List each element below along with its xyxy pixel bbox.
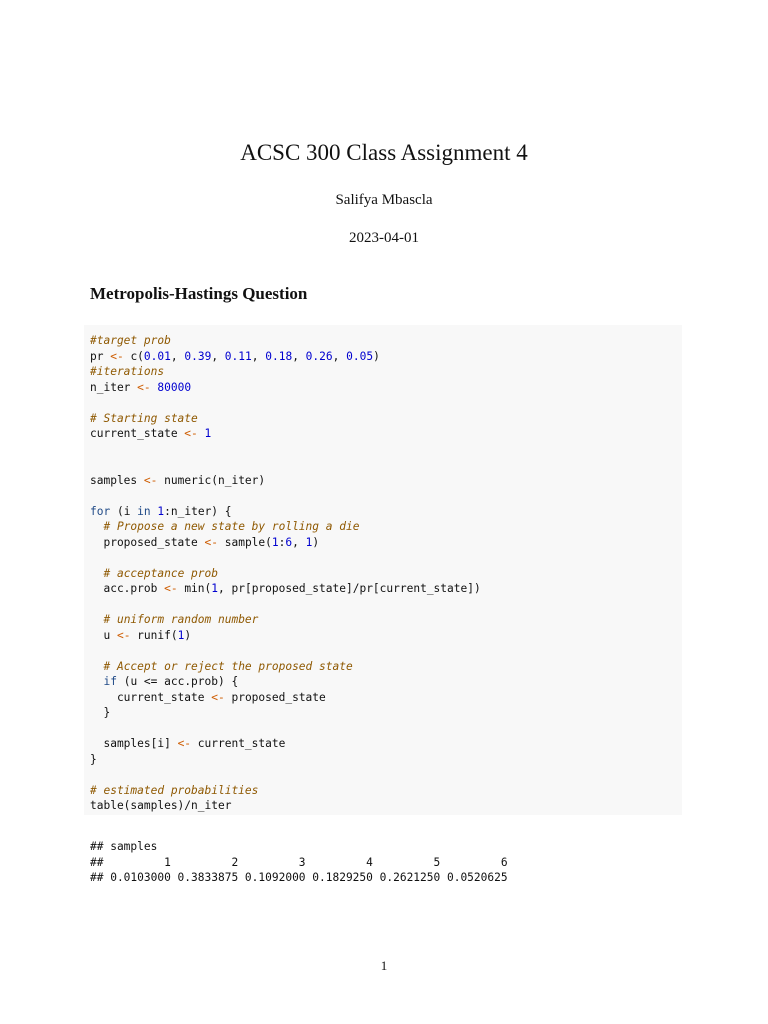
r-code-block [84, 325, 682, 815]
code-line [90, 504, 676, 520]
code-number: 0.18 [265, 349, 293, 363]
code-text: , [292, 535, 306, 549]
section-heading: Metropolis-Hastings Question [90, 284, 308, 303]
code-text: } [90, 706, 111, 719]
code-comment: # uniform random number [103, 613, 259, 626]
code-text: , [211, 349, 225, 363]
author-name: Salifya Mbascla [335, 192, 433, 208]
code-text: current_state [191, 737, 286, 750]
output-line: ## 0.0103000 0.3833875 0.1092000 0.1829250 0.2621250 0.0520625 [90, 871, 508, 884]
code-number: 6 [285, 535, 293, 549]
code-text: , [251, 349, 266, 363]
code-number: 1 [305, 535, 313, 549]
code-line [90, 442, 676, 458]
code-line [90, 349, 676, 365]
code-line [90, 674, 676, 690]
code-comment: # acceptance prob [103, 566, 218, 580]
code-text: (u <= acc.prob) { [116, 675, 239, 688]
code-number: 0.11 [224, 349, 252, 363]
code-line [90, 473, 676, 489]
code-line [90, 659, 676, 675]
code-text: : [278, 535, 286, 549]
code-text: , [170, 349, 185, 363]
code-operator: <- [204, 535, 218, 549]
code-text: acc.prob [90, 582, 165, 595]
code-line [90, 457, 676, 473]
code-comment: # estimated probabilities [90, 783, 259, 797]
code-text: , [292, 349, 306, 363]
code-number: 1 [204, 427, 212, 440]
code-number: 1 [211, 582, 219, 595]
code-line [90, 783, 676, 799]
code-text: , pr[proposed_state]/pr[current_state]) [218, 582, 481, 595]
code-operator: <- [137, 380, 151, 394]
code-operator: <- [177, 737, 192, 750]
code-text: proposed_state [90, 535, 205, 549]
code-text: numeric(n_iter) [157, 473, 266, 487]
code-operator: <- [211, 690, 225, 704]
code-line [90, 566, 676, 582]
code-text: n_iter [90, 380, 138, 394]
code-line [90, 798, 676, 814]
code-keyword: in [137, 504, 151, 518]
code-line [90, 690, 676, 706]
code-text: :n_iter) { [164, 504, 232, 518]
code-text [90, 520, 103, 533]
code-text: runif( [130, 628, 178, 642]
code-text [90, 675, 103, 688]
code-line [90, 643, 676, 659]
code-text: proposed_state [224, 690, 326, 704]
code-line [90, 395, 676, 411]
code-number: 1 [157, 504, 165, 518]
code-line [90, 597, 676, 613]
code-comment: # Propose a new state by rolling a die [103, 520, 360, 533]
code-text: table(samples)/n_iter [90, 799, 232, 812]
code-line [90, 519, 676, 535]
code-text: ) [373, 349, 380, 363]
code-text: c( [123, 349, 144, 363]
code-line [90, 581, 676, 597]
code-line [90, 767, 676, 783]
code-number: 1 [177, 628, 185, 642]
code-text [198, 427, 205, 440]
code-line [90, 488, 676, 504]
code-number: 80000 [157, 380, 192, 394]
code-operator: <- [143, 473, 158, 487]
document-title: ACSC 300 Class Assignment 4 [240, 140, 528, 165]
code-text: } [90, 752, 97, 766]
document-date: 2023-04-01 [349, 230, 419, 246]
code-text: samples [90, 473, 144, 487]
code-operator: <- [110, 349, 124, 363]
code-line [90, 535, 676, 551]
code-number: 1 [271, 535, 279, 549]
code-line [90, 380, 676, 396]
code-operator: <- [164, 582, 178, 595]
code-line [90, 752, 676, 768]
code-text [90, 660, 103, 673]
output-line: ## 1 2 3 4 5 6 [90, 855, 508, 869]
code-line [90, 426, 676, 442]
code-number: 0.01 [143, 349, 171, 363]
code-text: ) [184, 628, 192, 642]
code-line [90, 721, 676, 737]
code-keyword: if [103, 675, 117, 688]
code-number: 0.05 [346, 349, 374, 363]
output-line: ## samples [90, 840, 158, 853]
code-line [90, 411, 676, 427]
page-number: 1 [380, 958, 388, 973]
code-number: 0.26 [305, 349, 333, 363]
code-comment: # Accept or reject the proposed state [103, 659, 353, 673]
code-line [90, 736, 676, 752]
code-line [90, 628, 676, 644]
r-output-block [90, 839, 680, 886]
code-text [90, 613, 103, 626]
code-text: ) [312, 535, 320, 549]
code-line [90, 705, 676, 721]
code-text: current_state [90, 427, 185, 440]
code-line [90, 550, 676, 566]
code-keyword: for [90, 504, 111, 518]
code-comment: # Starting state [90, 411, 198, 425]
code-comment: #target prob [90, 334, 171, 347]
code-line [90, 364, 676, 380]
code-comment: #iterations [90, 365, 165, 378]
code-number: 0.39 [184, 349, 212, 363]
code-operator: <- [184, 427, 198, 440]
code-text: pr [90, 349, 111, 363]
code-operator: <- [116, 628, 131, 642]
code-text: , [332, 349, 347, 363]
code-text: current_state [90, 690, 212, 704]
code-text [90, 567, 103, 580]
code-text: min( [177, 582, 212, 595]
code-line [90, 612, 676, 628]
code-text: samples[i] [90, 737, 178, 750]
code-line [90, 333, 676, 349]
code-text: u [90, 628, 117, 642]
code-text: sample( [218, 535, 272, 549]
code-text: (i [110, 504, 138, 518]
